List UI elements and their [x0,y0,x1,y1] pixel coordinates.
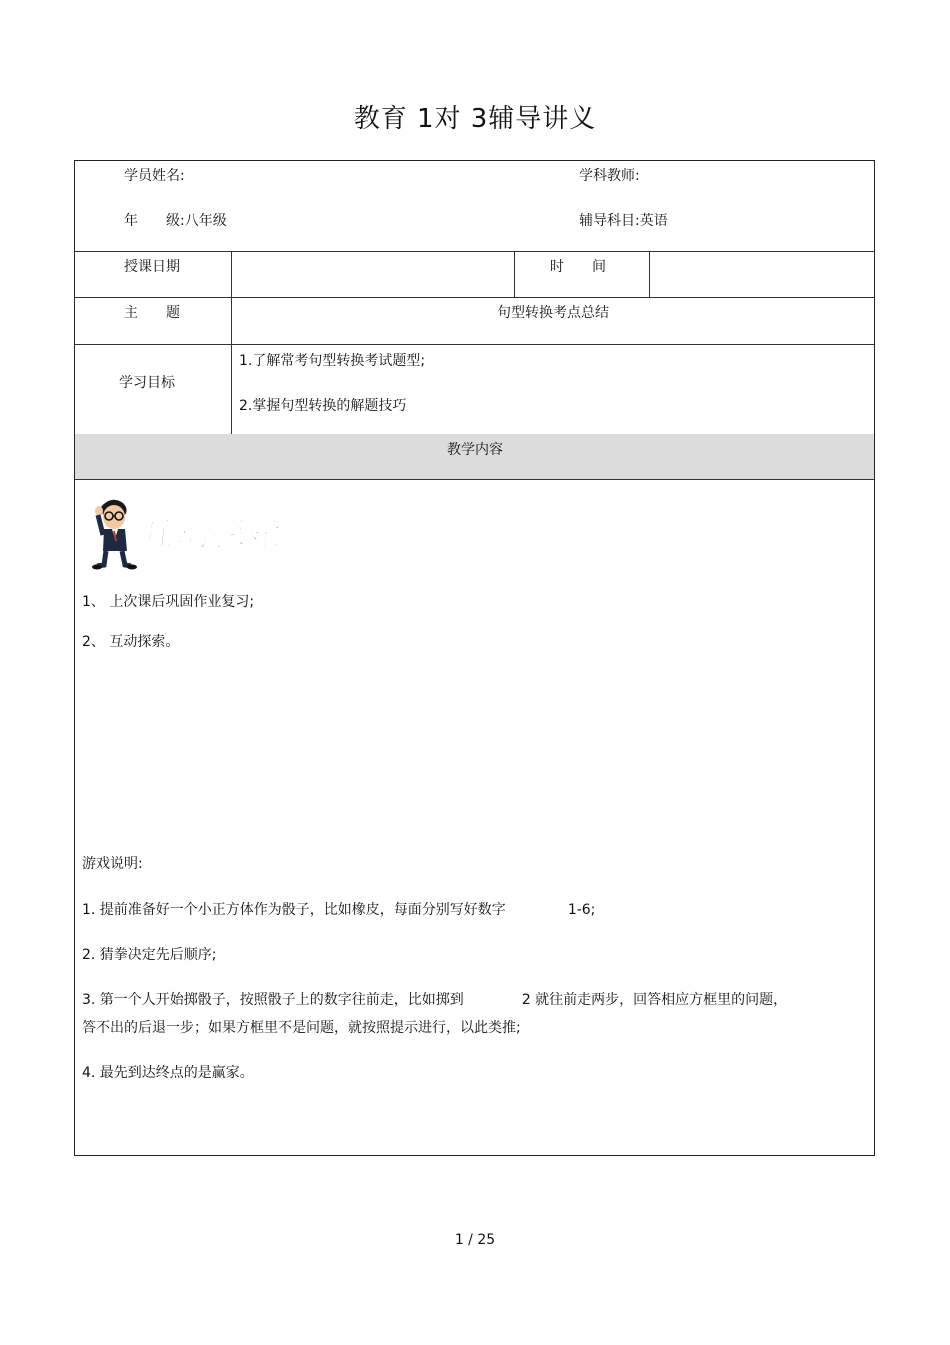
rule-3-text-cont: 2 就往前走两步，回答相应方框里的问题， [521,992,788,1008]
game-rule-3-line2: 答不出的后退一步；如果方框里不是问题，就按照提示进行，以此类推; [82,1020,521,1036]
game-rule-4: 4. 最先到达终点的是赢家。 [82,1065,254,1081]
interactive-explore-logo [89,493,309,571]
student-name-label: 学员姓名: [124,168,185,184]
subject-label: 辅导科目: [579,213,640,229]
topic-value: 句型转换考点总结 [497,305,609,321]
game-rule-2: 2. 猜拳决定先后顺序; [82,947,217,963]
grade-value: 八年级 [184,213,227,229]
subject-field [579,210,668,230]
lesson-form [74,160,875,1156]
step-2: 2、 互动探索。 [82,634,180,650]
game-rule-1 [82,899,595,919]
time-label: 时 间 [550,259,606,275]
column-divider [514,251,515,297]
goals-label: 学习目标 [119,375,175,391]
logo-text: 互动探索 [141,515,286,553]
goal-item-1: 1.了解常考句型转换考试题型; [239,353,426,369]
game-heading: 游戏说明: [82,856,143,872]
subject-value: 英语 [639,213,668,229]
page-number: 1 / 25 [454,1232,496,1248]
teacher-label: 学科教师: [579,168,640,184]
teacher-cartoon-icon [89,493,309,571]
goal-item-2: 2.掌握句型转换的解题技巧 [239,398,407,414]
column-divider [649,251,650,297]
rule-1-range: 1-6; [567,902,596,918]
date-label: 授课日期 [124,259,180,275]
topic-label: 主 题 [124,305,180,321]
grade-label: 年 级: [124,213,185,229]
rule-3-text: 3. 第一个人开始掷骰子，按照骰子上的数字往前走，比如掷到 [82,992,464,1008]
rule-1-text: 1. 提前准备好一个小正方体作为骰子，比如橡皮，每面分别写好数字 [82,902,506,918]
page-title: 教育 1对 3辅导讲义 [353,104,597,134]
game-rule-3 [82,989,787,1009]
divider [75,297,874,298]
step-1: 1、 上次课后巩固作业复习; [82,594,255,610]
divider [75,344,874,345]
divider [75,251,874,252]
column-divider [231,251,232,434]
divider [75,479,874,480]
grade-field [124,210,227,230]
teaching-content-label: 教学内容 [447,442,503,458]
